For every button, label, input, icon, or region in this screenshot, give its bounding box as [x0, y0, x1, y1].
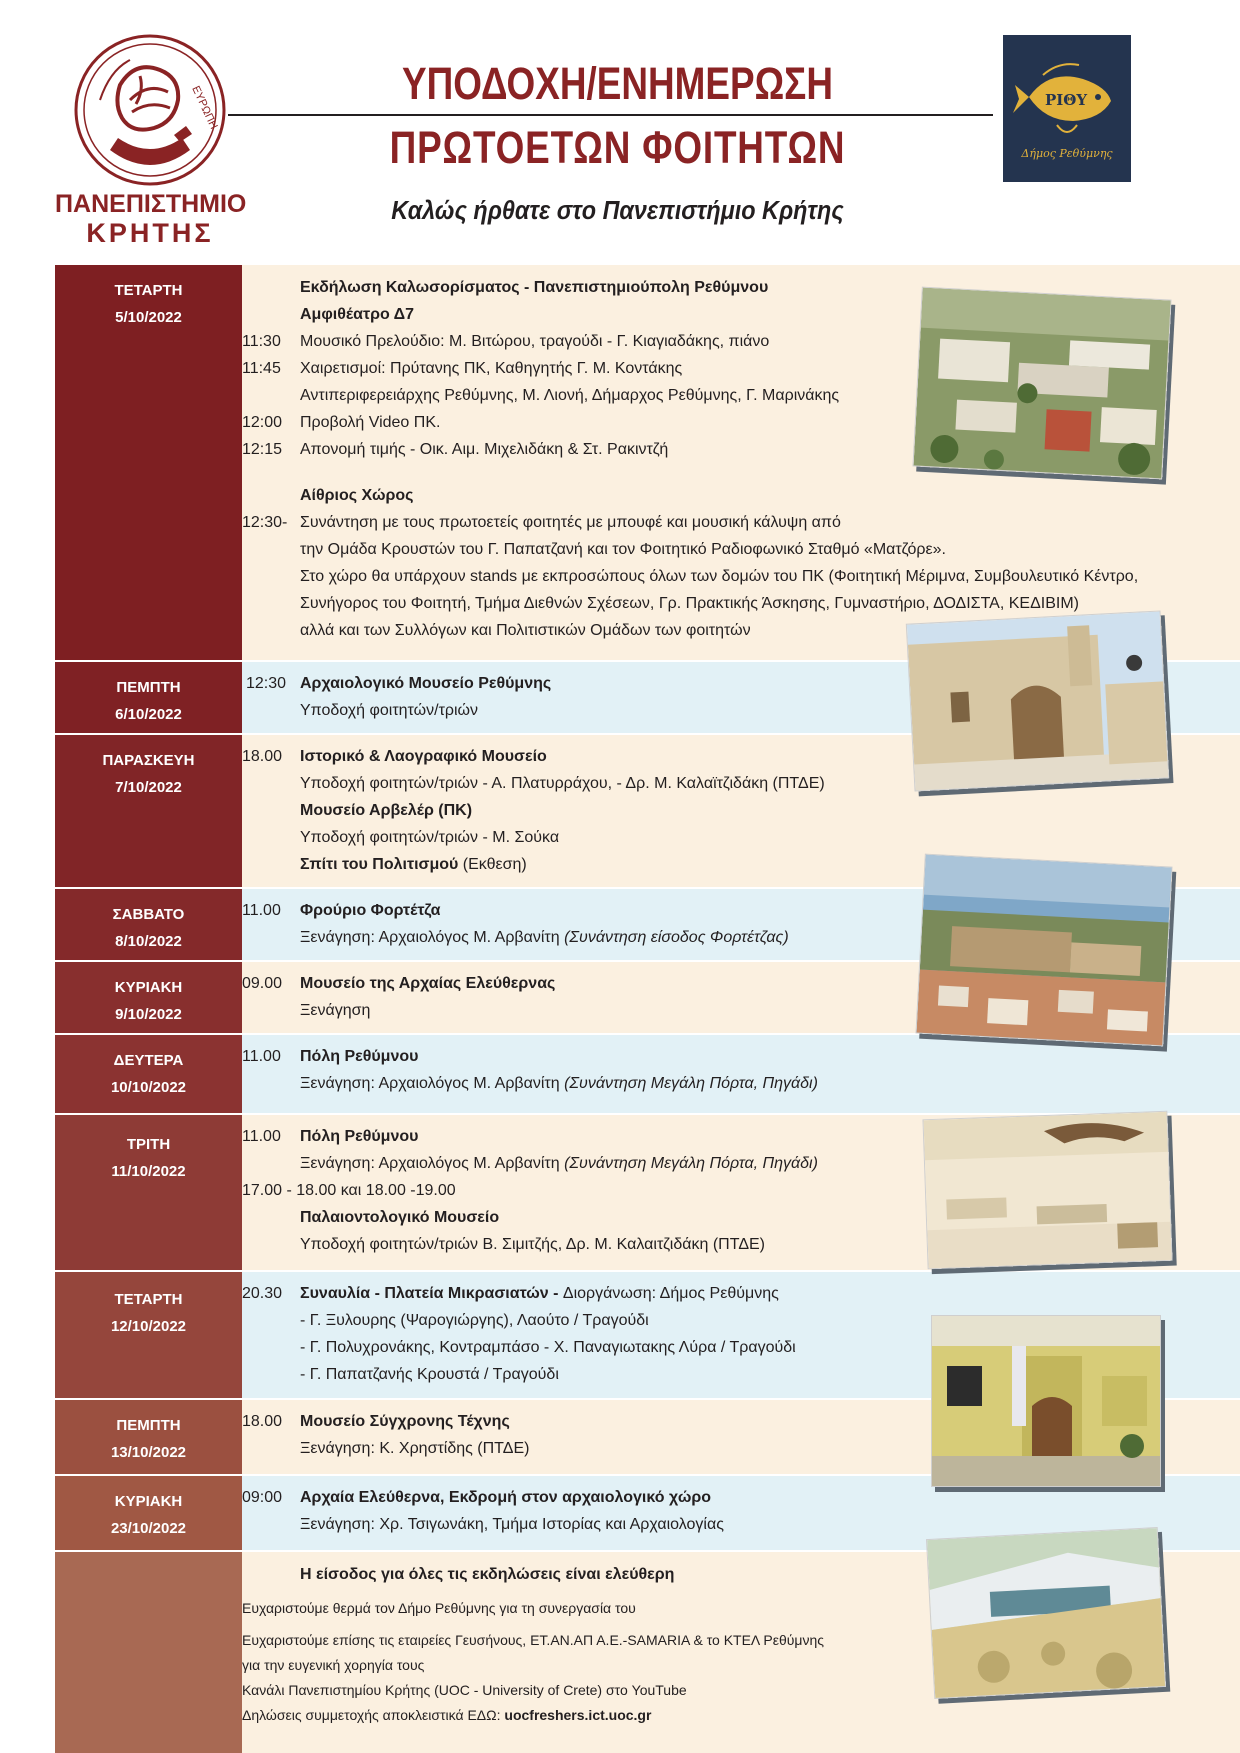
university-name-line1: ΠΑΝΕΠΙΣΤΗΜΙΟ [55, 190, 247, 218]
day-cell [55, 960, 242, 1033]
day-cell [55, 1270, 242, 1398]
event-cell: 12:30 Αρχαιολογικό Μουσείο Ρεθύμνης Υποδοχή φοιτητών/τριών [242, 660, 1240, 733]
day-name: ΚΥΡΙΑΚΗ [114, 979, 183, 996]
day-name: ΤΕΤΑΡΤΗ [114, 1291, 183, 1308]
thanks-line: για την ευγενική χορηγία τους [242, 1657, 425, 1673]
contemporary-art-museum-photo [931, 1315, 1161, 1487]
emblem-text: ΡΙΘΥ [1045, 91, 1088, 109]
day-date: 7/10/2022 [115, 779, 182, 796]
footer-cell: Η είσοδος για όλες τις εκδηλώσεις είναι ελεύθερη Ευχαριστούμε θερμά τον Δήμο Ρεθύμνης για τη συνεργασία του Ευχαριστούμε επίσης τις εταιρείες Γευσήνους, ΕΤ.ΑΝ.ΑΠ Α.Ε.-SAMARIA & το ΚΤΕΛ Ρεθύμνης για την ευγενική χορηγία τους Κανάλι Πανεπιστημίου Κρήτης (UOC - University of Crete) στο YouTube Δηλώσεις συμμετοχής αποκλειστικά ΕΔΩ: uocfreshers.ict.uoc.gr [242, 1550, 1240, 1753]
day-date: 5/10/2022 [115, 309, 182, 326]
day-cell [55, 1033, 242, 1113]
day-date: 6/10/2022 [115, 706, 182, 723]
day-name: ΠΑΡΑΣΚΕΥΗ [102, 752, 195, 769]
day-cell [55, 1113, 242, 1270]
event-cell: 09:00 Αρχαία Ελεύθερνα, Εκδρομή στον αρχαιολογικό χώρο Ξενάγηση: Χρ. Τσιγωνάκη, Τμήμα Ιστορίας και Αρχαιολογίας [242, 1474, 1240, 1550]
page-title-line1: ΥΠΟΔΟΧΗ/ΕΝΗΜΕΡΩΣΗ [402, 58, 833, 109]
day-date: 23/10/2022 [110, 1520, 187, 1537]
day-cell [55, 1398, 242, 1474]
event-cell: 18.00 Ιστορικό & Λαογραφικό Μουσείο Υποδοχή φοιτητών/τριών - Α. Πλατυρράχου, - Δρ. Μ. Καλαϊτζιδάκη (ΠΤΔΕ) Μουσείο Αρβελέρ (ΠΚ) Υποδοχή φοιτητών/τριών - Μ. Σούκα Σπίτι του Πολιτισμού (Εκθεση) [242, 733, 1240, 887]
event-cell: 11.00 Πόλη Ρεθύμνου Ξενάγηση: Αρχαιολόγος Μ. Αρβανίτη (Συνάντηση Μεγάλη Πόρτα, Πηγάδι) [242, 1033, 1240, 1113]
event-cell: 11.00 Πόλη Ρεθύμνου Ξενάγηση: Αρχαιολόγος Μ. Αρβανίτη (Συνάντηση Μεγάλη Πόρτα, Πηγάδι) 17.00 - 18.00 και 18.00 -19.00 Παλαιοντολογικό Μουσείο Υποδοχή φοιτητών/τριών Β. Σιμιτζής, Δρ. Μ. Καλαιτζιδάκη (ΠΤΔΕ) [242, 1113, 1240, 1270]
university-seal-icon [70, 30, 230, 190]
day-date: 12/10/2022 [110, 1318, 187, 1335]
day-name: ΚΥΡΙΑΚΗ [114, 1493, 183, 1510]
day-name: ΔΕΥΤΕΡΑ [113, 1052, 184, 1069]
registration-link[interactable]: uocfreshers.ict.uoc.gr [504, 1707, 652, 1723]
day-cell [55, 265, 242, 660]
day-name: ΣΑΒΒΑΤΟ [112, 906, 185, 923]
eleftherna-site-photo [926, 1527, 1166, 1699]
event-item: 17.00 - 18.00 και 18.00 -19.00 [242, 1182, 456, 1199]
campus-aerial-photo [912, 287, 1171, 480]
day-cell [55, 733, 242, 887]
day-name: ΠΕΜΠΤΗ [116, 679, 181, 696]
day-cell [55, 1550, 242, 1753]
dimos-rethymnis-logo [1003, 35, 1131, 182]
day-cell [55, 660, 242, 733]
day-date: 13/10/2022 [110, 1444, 187, 1461]
event-cell: 18.00 Μουσείο Σύγχρονης Τέχνης Ξενάγηση: Κ. Χρηστίδης (ΠΤΔΕ) [242, 1398, 1240, 1474]
day-name: ΤΡΙΤΗ [126, 1136, 171, 1153]
thanks-line: Ευχαριστούμε επίσης τις εταιρείες Γευσήνους, ΕΤ.ΑΝ.ΑΠ Α.Ε.-SAMARIA & το ΚΤΕΛ Ρεθύμνης [242, 1632, 825, 1648]
fortezza-photo [915, 854, 1172, 1047]
day-date: 9/10/2022 [115, 1006, 182, 1023]
event-cell: 20.30 Συναυλία - Πλατεία Μικρασιατών - Διοργάνωση: Δήμος Ρεθύμνης - Γ. Ξυλουρης (Ψαρογιώργης), Λαούτο / Τραγούδι - Γ. Πολυχρονάκης, Κοντραμπάσο - Χ. Παναγιωτακης Λύρα / Τραγούδι - Γ. Παπατζανής Κρουστά / Τραγούδι [242, 1270, 1240, 1398]
day-date: 11/10/2022 [111, 1163, 186, 1180]
day-cell [55, 887, 242, 960]
youtube-link[interactable]: Κανάλι Πανεπιστημίου Κρήτης (UOC - University of Crete) στο YouTube [242, 1682, 687, 1698]
event-cell: 09.00 Μουσείο της Αρχαίας Ελεύθερνας Ξενάγηση [242, 960, 1240, 1033]
seal-text: ΕΥΡΩΠΗ [189, 84, 220, 132]
dimos-logo-text: Δήμος Ρεθύμνης [1021, 147, 1113, 160]
day-cell [55, 1474, 242, 1550]
schedule-row [55, 1033, 1240, 1113]
page-title-line2: ΠΡΩΤΟΕΤΩΝ ΦΟΙΤΗΤΩΝ [389, 122, 846, 173]
day-name: ΤΕΤΑΡΤΗ [114, 282, 183, 299]
university-name-line2: ΚΡΗΤΗΣ [86, 218, 214, 248]
paleontology-museum-photo [922, 1111, 1172, 1269]
university-logo [55, 30, 245, 250]
archaeological-museum-photo [906, 610, 1169, 791]
day-name: ΠΕΜΠΤΗ [116, 1417, 181, 1434]
welcome-subtitle: Καλώς ήρθατε στο Πανεπιστήμιο Κρήτης [391, 195, 844, 225]
registration-line: Δηλώσεις συμμετοχής αποκλειστικά ΕΔΩ: uocfreshers.ict.uoc.gr [242, 1707, 652, 1723]
day-date: 8/10/2022 [115, 933, 182, 950]
event-cell: 11.00 Φρούριο Φορτέτζα Ξενάγηση: Αρχαιολόγος Μ. Αρβανίτη (Συνάντηση είσοδος Φορτέτζας) [242, 887, 1240, 960]
day-date: 10/10/2022 [110, 1079, 187, 1096]
schedule-table [55, 265, 1240, 1753]
event-cell: Εκδήλωση Καλωσορίσματος - Πανεπιστημιούπολη Ρεθύμνου Αμφιθέατρο Δ7 11:30 Μουσικό Πρελούδιο: Μ. Βιτώρου, τραγούδι - Γ. Κιαγιαδάκης, πιάνο 11:45 Χαιρετισμοί: Πρύτανης ΠΚ, Καθηγητής Γ. Μ. Κοντάκης Αντιπεριφερειάρχης Ρεθύμνης, Μ. Λιονή, Δήμαρχος Ρεθύμνης, Γ. Μαρινάκης 12:00 Προβολή Video ΠΚ. 12:15 Απονομή τιμής - Οικ. Αιμ. Μιχελιδάκη & Στ. Ρακιντζή Αίθριος Χώρος 12:30- Συνάντηση με τους πρωτοετείς φοιτητές με μπουφέ και μουσική κάλυψη από την Ομάδα Κρουστών του Γ. Παπατζανή και τον Φοιτητικό Ραδιοφωνικό Σταθμό «Ματζόρε». Στο χώρο θα υπάρχουν stands με εκπροσώπους όλων των δομών του ΠΚ (Φοιτητική Μέριμνα, Συμβουλευτικό Κέντρο, Συνήγορος του Φοιτητή, Τμήμα Διεθνών Σχέσεων, Γρ. Πρακτικής Άσκησης, Γυμναστήριο, ΔΟΔΙΣΤΑ, ΚΕΔΙΒΙΜ) αλλά και των Συλλόγων και Πολιτιστικών Ομάδων των φοιτητών [242, 265, 1240, 660]
title-divider [228, 114, 993, 116]
thanks-line: Ευχαριστούμε θερμά τον Δήμο Ρεθύμνης για τη συνεργασία του [242, 1600, 636, 1616]
